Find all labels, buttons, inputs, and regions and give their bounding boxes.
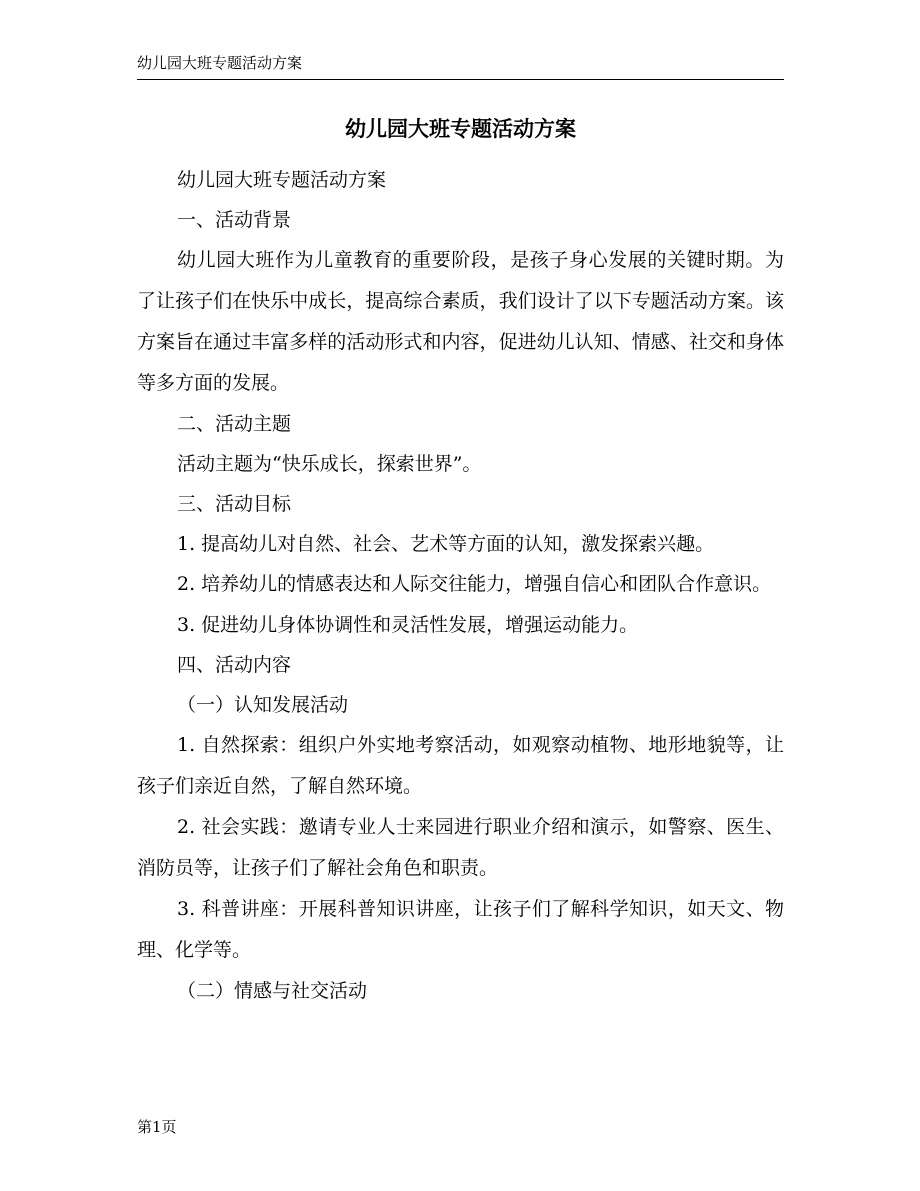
list-item-goal-3: 3. 促进幼儿身体协调性和灵活性发展，增强运动能力。 (177, 614, 639, 636)
section-heading-content: 四、活动内容 (177, 654, 292, 676)
paragraph-doc-name: 幼儿园大班专题活动方案 (177, 169, 387, 191)
list-item-goal-1: 1. 提高幼儿对自然、社会、艺术等方面的认知，激发探索兴趣。 (177, 533, 715, 555)
page-number: 第1页 (137, 1118, 177, 1136)
paragraph-theme: 活动主题为“快乐成长，探索世界”。 (177, 453, 482, 475)
list-item-social-practice: 2. 社会实践：邀请专业人士来园进行职业介绍和演示，如警察、医生、消防员等，让孩子们了解社会角色和职责。 (137, 816, 784, 879)
paragraph-background: 幼儿园大班作为儿童教育的重要阶段，是孩子身心发展的关键时期。为了让孩子们在快乐中成长，提高综合素质，我们设计了以下专题活动方案。该方案旨在通过丰富多样的活动形式和内容，促进幼儿认知、情感、社交和身体等多方面的发展。 (137, 249, 784, 394)
page-header: 幼儿园大班专题活动方案 (137, 54, 303, 72)
document-title: 幼儿园大班专题活动方案 (345, 116, 576, 141)
section-heading-background: 一、活动背景 (177, 209, 292, 231)
section-heading-theme: 二、活动主题 (177, 413, 292, 435)
list-item-nature: 1. 自然探索：组织户外实地考察活动，如观察动植物、地形地貌等，让孩子们亲近自然，了解自然环境。 (137, 734, 784, 797)
header-divider (137, 79, 784, 80)
document-body (137, 160, 784, 1011)
subsection-heading-cognitive: （一）认知发展活动 (177, 694, 349, 716)
list-item-goal-2: 2. 培养幼儿的情感表达和人际交往能力，增强自信心和团队合作意识。 (177, 573, 772, 595)
list-item-science-lecture: 3. 科普讲座：开展科普知识讲座，让孩子们了解科学知识，如天文、物理、化学等。 (137, 898, 784, 961)
subsection-heading-emotion-social: （二）情感与社交活动 (177, 980, 368, 1002)
section-heading-goals: 三、活动目标 (177, 493, 292, 515)
